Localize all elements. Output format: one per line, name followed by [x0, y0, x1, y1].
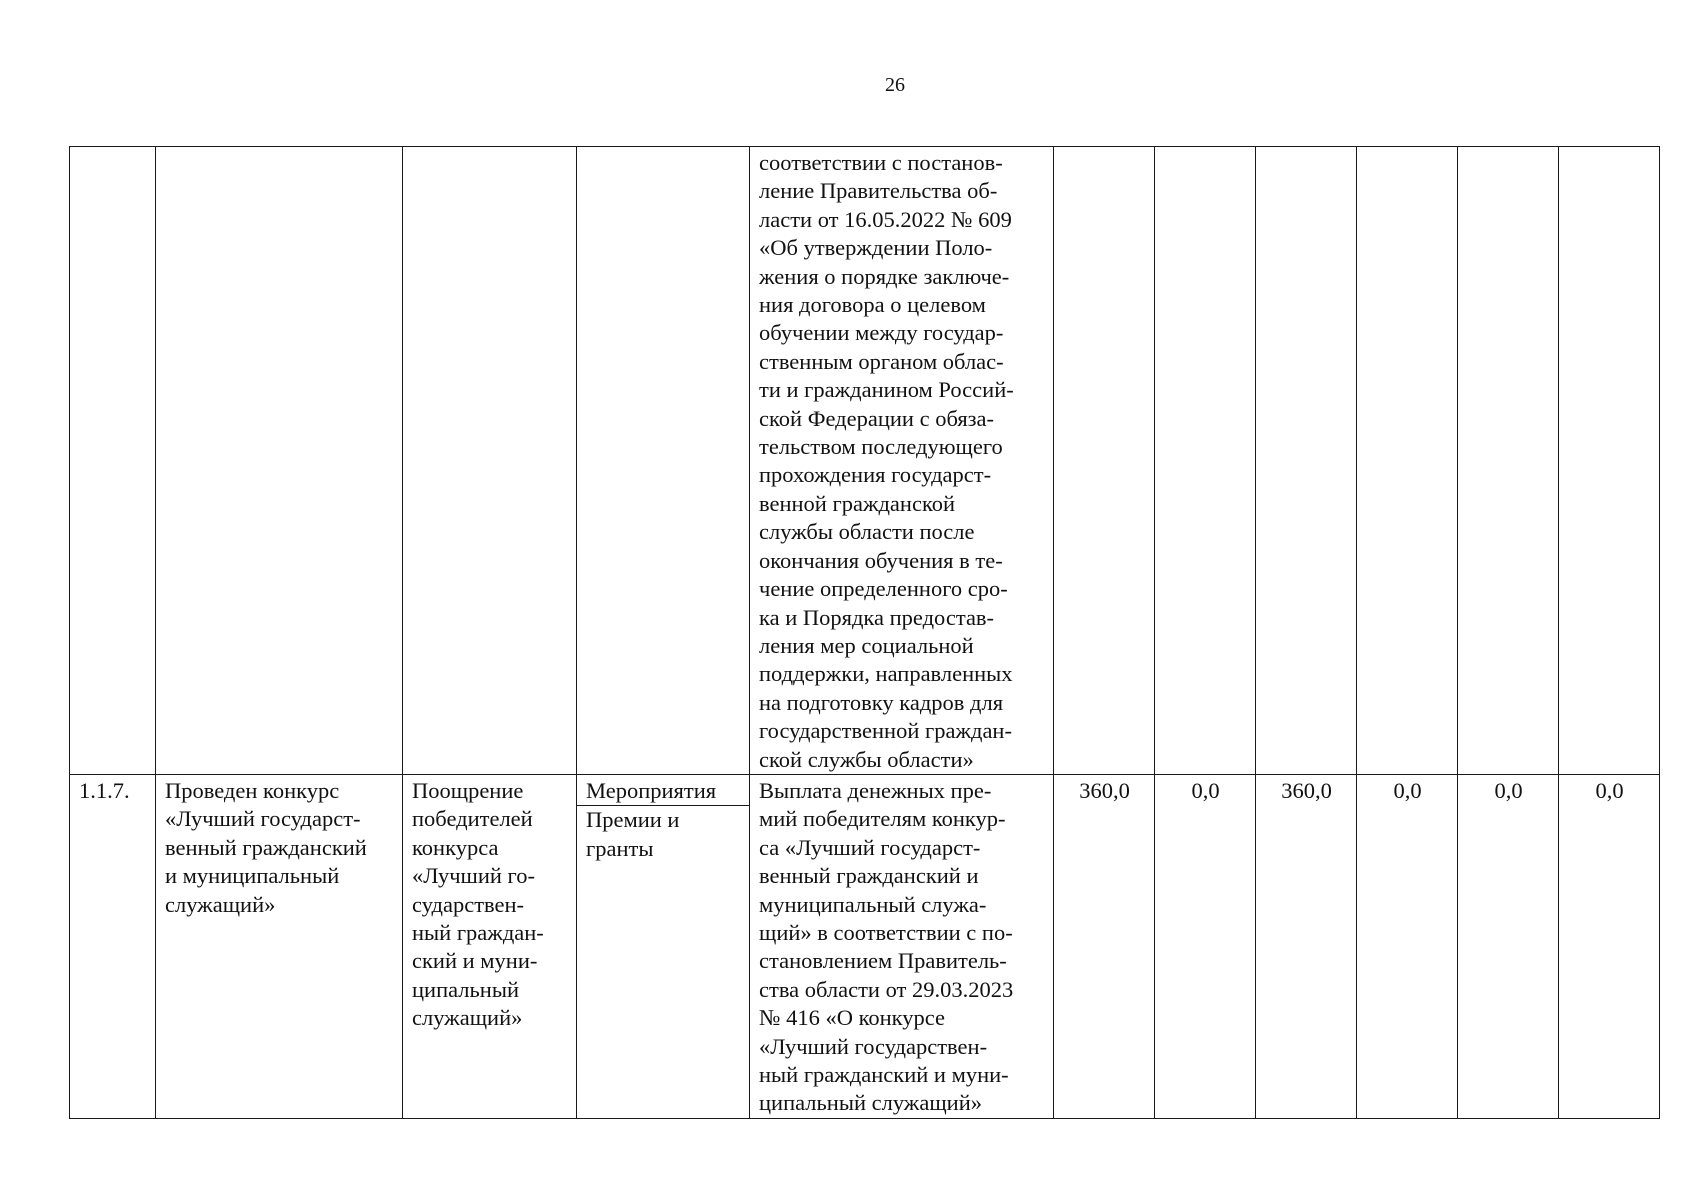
cell-value-6: 0,0 [1559, 774, 1660, 1118]
description-continued-text [759, 149, 1045, 774]
text-line: Проведен конкурс [165, 777, 340, 803]
text-line: ственным органом облас- [759, 348, 1004, 374]
text-line: конкурса [412, 834, 499, 860]
cell-value-empty [1458, 147, 1559, 775]
description-text [759, 777, 1045, 1118]
cell-value-1: 360,0 [1054, 774, 1155, 1118]
program-table [69, 146, 1660, 1119]
cell-description [750, 774, 1054, 1118]
kind-header: Мероприятия [577, 777, 749, 806]
text-line: ния договора о целевом [759, 292, 986, 318]
text-line: окончания обучения в те- [759, 547, 1003, 573]
text-line: служащий» [165, 891, 276, 917]
text-line: № 416 «О конкурсе [759, 1005, 946, 1031]
cell-value-4: 0,0 [1357, 774, 1458, 1118]
text-line: служащий» [412, 1005, 523, 1031]
text-line: жения о порядке заключе- [759, 263, 1010, 289]
text-line: Выплата денежных пре- [759, 777, 992, 803]
text-line: на подготовку кадров для [759, 689, 1004, 715]
text-line: службы области после [759, 519, 975, 545]
text-line: ства области от 29.03.2023 [759, 976, 1014, 1002]
cell-index: 1.1.7. [70, 774, 156, 1118]
cell-value-empty [1155, 147, 1256, 775]
cell-value-empty [1256, 147, 1357, 775]
table-row-1-1-7 [70, 774, 1660, 1118]
measure-text [412, 777, 568, 1033]
cell-description-continued [750, 147, 1054, 775]
table-row-continued [70, 147, 1660, 775]
text-line: обучении между государ- [759, 320, 1004, 346]
text-line: ления мер социальной [759, 632, 974, 658]
cell-index-empty [70, 147, 156, 775]
text-line: ципальный служащий» [759, 1090, 982, 1116]
cell-result-empty [156, 147, 403, 775]
text-line: ской Федерации с обяза- [759, 405, 995, 431]
kind-text [586, 806, 741, 863]
text-line: муниципальный служа- [759, 891, 987, 917]
text-line: ный граждан- [412, 919, 544, 945]
page-number: 26 [885, 74, 905, 96]
cell-measure [403, 774, 577, 1118]
text-line: становлением Правитель- [759, 948, 1007, 974]
text-line: чение определенного сро- [759, 576, 1008, 602]
cell-value-3: 360,0 [1256, 774, 1357, 1118]
cell-measure-empty [403, 147, 577, 775]
text-line: прохождения государст- [759, 462, 992, 488]
cell-value-empty [1357, 147, 1458, 775]
cell-kind [577, 774, 750, 1118]
text-line: гранты [586, 835, 654, 861]
text-line: са «Лучший государст- [759, 834, 981, 860]
text-line: ласти от 16.05.2022 № 609 [759, 206, 1012, 232]
text-line: поддержки, направленных [759, 661, 1013, 687]
text-line: Премии и [586, 807, 680, 833]
text-line: тельством последующего [759, 434, 1003, 460]
text-line: щий» в соответствии с по- [759, 919, 1013, 945]
text-line: соответствии с постанов- [759, 150, 1003, 175]
text-line: «Лучший го- [412, 863, 535, 889]
cell-value-empty [1054, 147, 1155, 775]
cell-value-5: 0,0 [1458, 774, 1559, 1118]
text-line: ципальный [412, 976, 519, 1002]
text-line: ский и муни- [412, 948, 538, 974]
cell-kind-empty [577, 147, 750, 775]
text-line: сударствен- [412, 891, 525, 917]
text-line: ный гражданский и муни- [759, 1062, 1009, 1087]
text-line: венный гражданский [165, 834, 367, 860]
text-line: ка и Порядка предостав- [759, 604, 995, 630]
text-line: ти и гражданином Россий- [759, 377, 1014, 403]
text-line: «Лучший государствен- [759, 1033, 988, 1059]
text-line: венной гражданской [759, 490, 956, 516]
text-line: государственной граждан- [759, 718, 1012, 744]
text-line: венный гражданский и [759, 863, 979, 889]
text-line: «Об утверждении Поло- [759, 235, 993, 261]
result-text [165, 777, 394, 919]
text-line: и муниципальный [165, 863, 340, 889]
text-line: ление Правительства об- [759, 178, 998, 204]
text-line: победителей [412, 806, 533, 832]
text-line: «Лучший государст- [165, 806, 361, 832]
text-line: мий победителям конкур- [759, 806, 1006, 832]
cell-value-empty [1559, 147, 1660, 775]
text-line: ской службы области» [759, 746, 974, 772]
cell-result [156, 774, 403, 1118]
cell-value-2: 0,0 [1155, 774, 1256, 1118]
text-line: Поощрение [412, 777, 524, 803]
